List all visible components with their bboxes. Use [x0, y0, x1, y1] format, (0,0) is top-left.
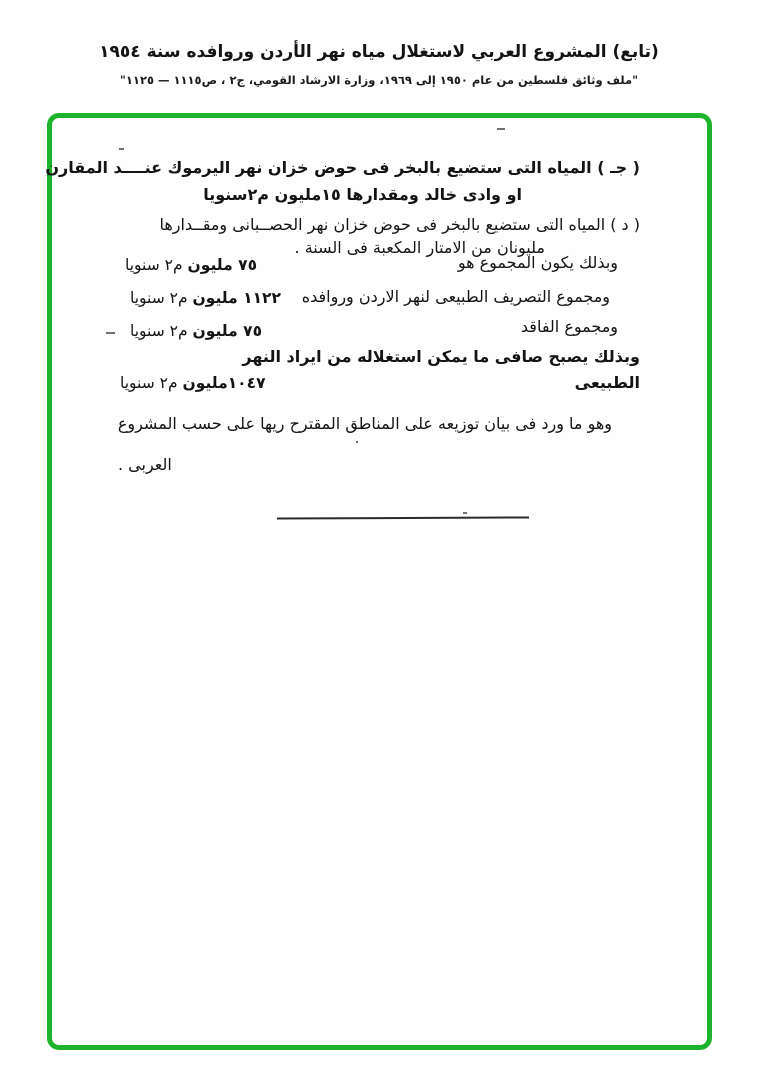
net-yield-value	[120, 374, 266, 392]
row-losses-value-unit: م٢ سنويا	[130, 322, 188, 340]
scan-speck	[356, 441, 358, 443]
row-total-value-unit: م٢ سنويا	[125, 256, 183, 274]
net-yield-line2: الطبيعى	[574, 373, 640, 392]
stray-dash-mark	[106, 332, 115, 334]
net-yield-line1: وبذلك يصبح صافى ما يمكن استغلاله من ايراد النهر	[242, 347, 640, 366]
closing-line1: وهو ما ورد فى بيان توزيعه على المناطق المقترح ريها على حسب المشروع	[117, 414, 612, 433]
document-source-citation: "ملف وثائق فلسطين من عام ١٩٥٠ إلى ١٩٦٩، وزارة الارشاد القومي، ج٢ ، ص١١١٥ — ١١٢٥"	[119, 73, 639, 87]
row-discharge-value	[130, 289, 281, 307]
scan-speck	[497, 128, 505, 130]
row-total-value-number: ٧٥ مليون	[187, 256, 258, 274]
row-losses-value	[130, 322, 262, 340]
row-total-value	[125, 256, 257, 274]
item-c-line2: او وادى خالد ومقدارها ١٥مليون م٢سنويا	[203, 185, 522, 204]
net-yield-value-number: ١٠٤٧مليون	[182, 374, 266, 392]
row-discharge-label: ومجموع التصريف الطبيعى لنهر الاردن وروافده	[301, 287, 610, 306]
row-discharge-value-unit: م٢ سنويا	[130, 289, 188, 307]
closing-line2: العربى .	[118, 455, 172, 474]
item-d-line2: مليونان من الامتار المكعبة فى السنة .	[294, 238, 545, 257]
item-d-line1: ( د ) المياه التى ستضيع بالبخر فى حوض خزان نهر الحصــبانى ومقــدارها	[159, 215, 640, 234]
row-losses-label: ومجموع الفاقد	[520, 317, 618, 336]
row-discharge-value-number: ١١٢٢ مليون	[192, 289, 281, 307]
item-c-line1: ( جـ ) المياه التى ستضيع بالبخر فى حوض خزان نهر اليرموك عنــــد المقارن	[45, 158, 640, 177]
net-yield-value-unit: م٢ سنويا	[120, 374, 178, 392]
scan-speck	[119, 148, 124, 150]
document-title: (تابع) المشروع العربي لاستغلال مياه نهر الأردن وروافده سنة ١٩٥٤	[99, 42, 659, 62]
row-losses-value-number: ٧٥ مليون	[192, 322, 263, 340]
row-total-label: وبذلك يكون المجموع هو	[457, 253, 618, 272]
scan-speck	[463, 512, 467, 514]
